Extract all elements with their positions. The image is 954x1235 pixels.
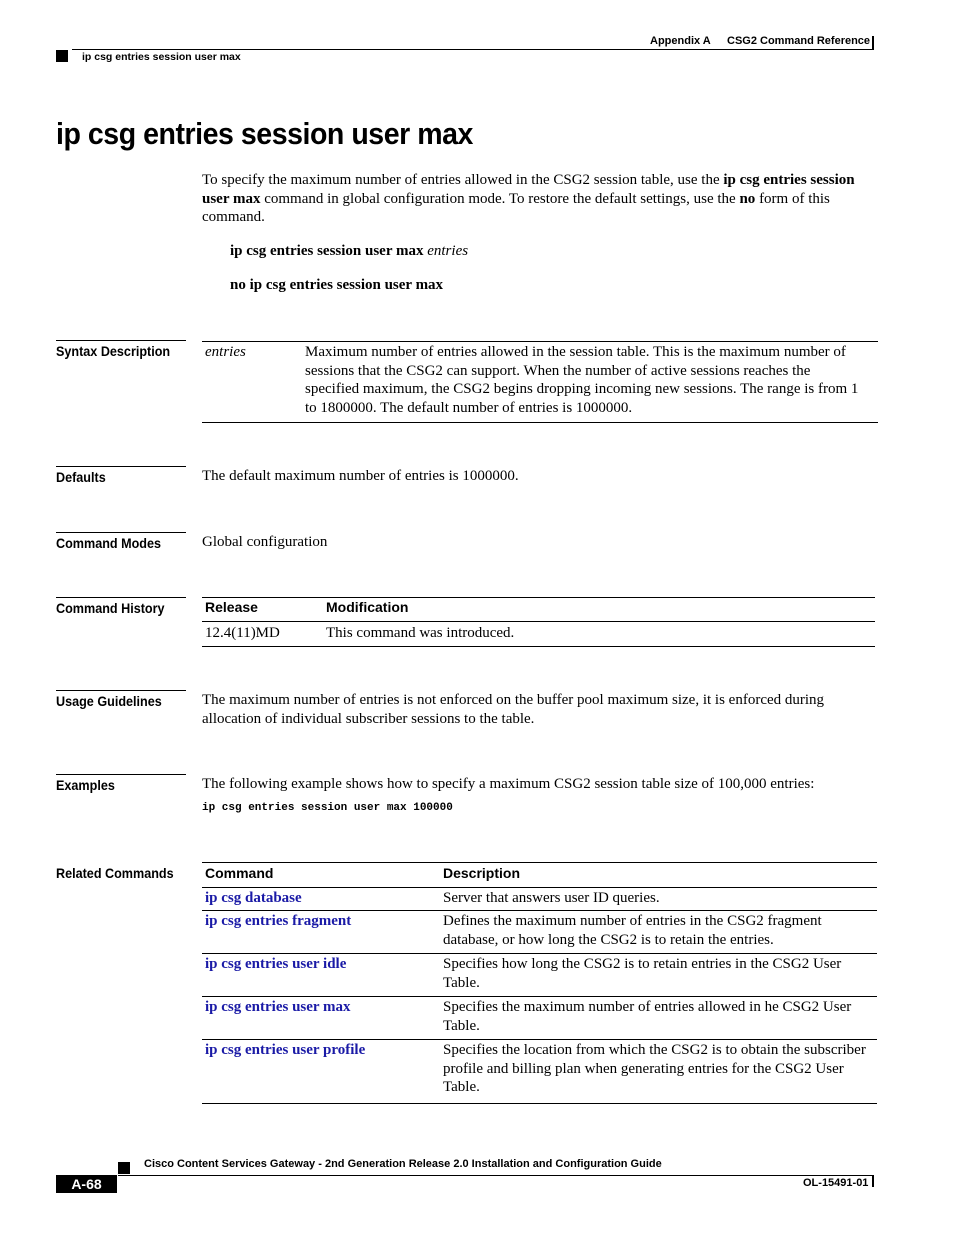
command-modes-text: Global configuration [202, 534, 328, 550]
section-related-commands: Related Commands [56, 865, 174, 881]
table-row [202, 997, 877, 1040]
header-bar [872, 36, 874, 50]
example-code: ip csg entries session user max 100000 [202, 802, 453, 814]
footer-rule [118, 1175, 874, 1176]
syntax-description-table [202, 341, 878, 423]
section-command-history: Command History [56, 597, 186, 616]
defaults-text: The default maximum number of entries is 1000000. [202, 468, 519, 484]
table-row [202, 887, 877, 911]
intro-text-2: command in global configuration mode. To restore the default settings, use the [264, 190, 736, 207]
examples-text: The following example shows how to specify a maximum CSG2 session table size of 100,000 entries: [202, 776, 815, 792]
section-defaults: Defaults [56, 466, 186, 485]
header-section: ip csg entries session user max [82, 51, 241, 63]
history-header-release: Release [205, 599, 258, 615]
intro-text-1: To specify the maximum number of entries allowed in the CSG2 session table, use the [202, 172, 720, 188]
related-link-entries-user-idle[interactable]: ip csg entries user idle [205, 956, 347, 972]
history-modification-cell: This command was introduced. [326, 624, 515, 641]
related-commands-table [202, 862, 877, 1104]
footer-doc-id: OL-15491-01 [803, 1177, 869, 1189]
related-desc-cell: Specifies the location from which the CSG2 is to obtain the subscriber profile and billing plan when generating entries for the CSG2 User Table. [443, 1042, 866, 1095]
related-desc-cell: Specifies the maximum number of entries allowed in he CSG2 User Table. [443, 999, 852, 1034]
usage-text: The maximum number of entries is not enforced on the buffer pool maximum size, it is enforced during allocation of individual subscriber sessions to the table. [202, 692, 825, 727]
section-examples: Examples [56, 774, 186, 793]
related-link-entries-user-profile[interactable]: ip csg entries user profile [205, 1042, 366, 1058]
related-desc-cell: Defines the maximum number of entries in the CSG2 fragment database, or how long the CSG2 is to retain the entries. [443, 913, 822, 948]
header-appendix: Appendix A [650, 35, 711, 47]
table-row [202, 1040, 877, 1103]
section-syntax-description: Syntax Description [56, 340, 186, 359]
history-release-cell: 12.4(11)MD [205, 624, 280, 641]
intro-paragraph [202, 171, 867, 227]
related-desc-cell: Specifies how long the CSG2 is to retain entries in the CSG2 User Table. [443, 956, 842, 991]
table-row [202, 621, 875, 646]
related-header-description: Description [443, 865, 521, 881]
intro-text-3: form of this command. [202, 190, 830, 225]
related-link-entries-fragment[interactable]: ip csg entries fragment [205, 913, 352, 929]
syntax-desc-cell: Maximum number of entries allowed in the session table. This is the maximum number of sessions that the CSG2 can support. When the number of active sessions reaches the specified maximum, the CSG2 begins dropping incoming new sessions. The range is from 1 to 1800000. The default number of entries is 1000000. [305, 344, 859, 416]
syntax-command: ip csg entries session user max [230, 243, 424, 259]
page-title: ip csg entries session user max [56, 116, 473, 151]
no-syntax-command: no ip csg entries session user max [230, 277, 444, 293]
table-row [202, 954, 877, 997]
related-link-entries-user-max[interactable]: ip csg entries user max [205, 999, 351, 1015]
footer-bar [872, 1175, 874, 1187]
history-header-modification: Modification [326, 599, 409, 615]
no-syntax-line [230, 276, 443, 295]
table-row [202, 911, 877, 954]
command-history-table [202, 597, 875, 647]
syntax-line [230, 242, 468, 261]
related-desc-cell: Server that answers user ID queries. [443, 889, 660, 906]
footer-page-number: A-68 [56, 1175, 117, 1193]
section-command-modes: Command Modes [56, 532, 186, 551]
header-chapter: CSG2 Command Reference [727, 35, 871, 47]
header-rule [72, 49, 874, 50]
section-usage-guidelines: Usage Guidelines [56, 690, 186, 709]
footer-guide-title: Cisco Content Services Gateway - 2nd Generation Release 2.0 Installation and Configuration Guide [144, 1158, 662, 1170]
related-header-command: Command [205, 865, 274, 881]
syntax-arg-cell: entries [205, 344, 246, 360]
related-link-database[interactable]: ip csg database [205, 889, 302, 906]
intro-no-keyword: no [739, 190, 756, 207]
header-block [56, 50, 68, 62]
footer-block [118, 1162, 130, 1174]
syntax-argument: entries [427, 243, 469, 259]
intro-command: ip csg entries session user max [202, 172, 855, 207]
